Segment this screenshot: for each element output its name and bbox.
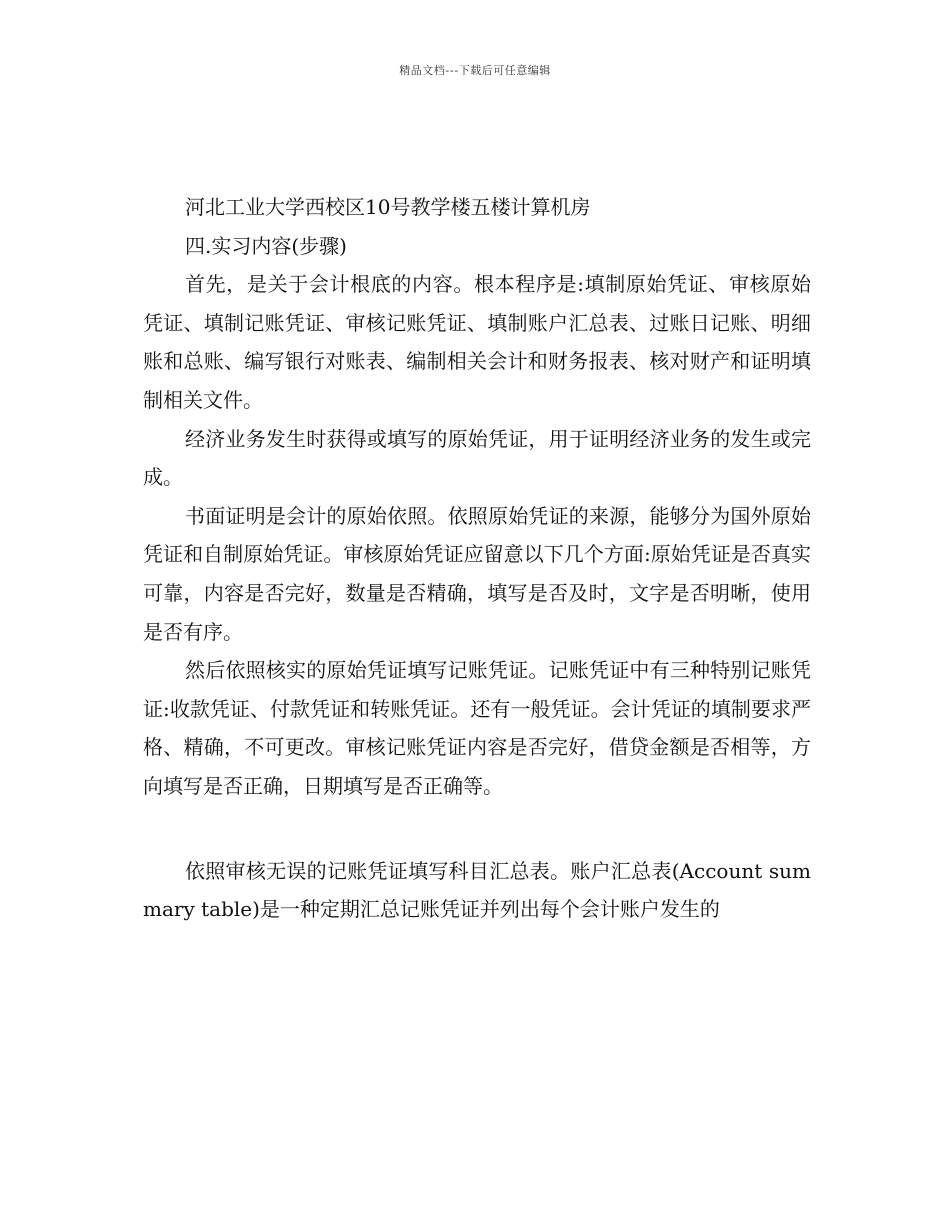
paragraph: 经济业务发生时获得或填写的原始凭证，用于证明经济业务的发生或完成。 [143,426,811,490]
paragraph: 然后依照核实的原始凭证填写记账凭证。记账凭证中有三种特别记账凭证:收款凭证、付款凭证和转账凭证。还有一般凭证。会计凭证的填制要求严格、精确，不可更改。审核记账凭证内容是否完好，借贷金额是否相等，方向填写是否正确，日期填写是否正确等。 [143,658,811,798]
paragraph: 首先，是关于会计根底的内容。根本程序是:填制原始凭证、审核原始凭证、填制记账凭证、审核记账凭证、填制账户汇总表、过账日记账、明细账和总账、编写银行对账表、编制相关会计和财务报表、核对财产和证明填制相关文件。 [143,272,811,412]
paragraph: 书面证明是会计的原始依照。依照原始凭证的来源，能够分为国外原始凭证和自制原始凭证。审核原始凭证应留意以下几个方面:原始凭证是否真实可靠，内容是否完好，数量是否精确，填写是否及时，文字是否明晰，使用是否有序。 [143,503,811,644]
paragraph-location: 河北工业大学西校区10号教学楼五楼计算机房 [185,195,591,219]
paragraph-gap [143,806,811,852]
section-heading: 四.实习内容(步骤) [185,233,347,258]
paragraph: 依照审核无误的记账凭证填写科目汇总表。账户汇总表(Account summary table)是一种定期汇总记账凭证并列出每个会计账户发生的 [143,858,811,922]
page-header: 精品文档---下载后可任意编辑 [399,64,551,77]
document-body [143,188,811,929]
